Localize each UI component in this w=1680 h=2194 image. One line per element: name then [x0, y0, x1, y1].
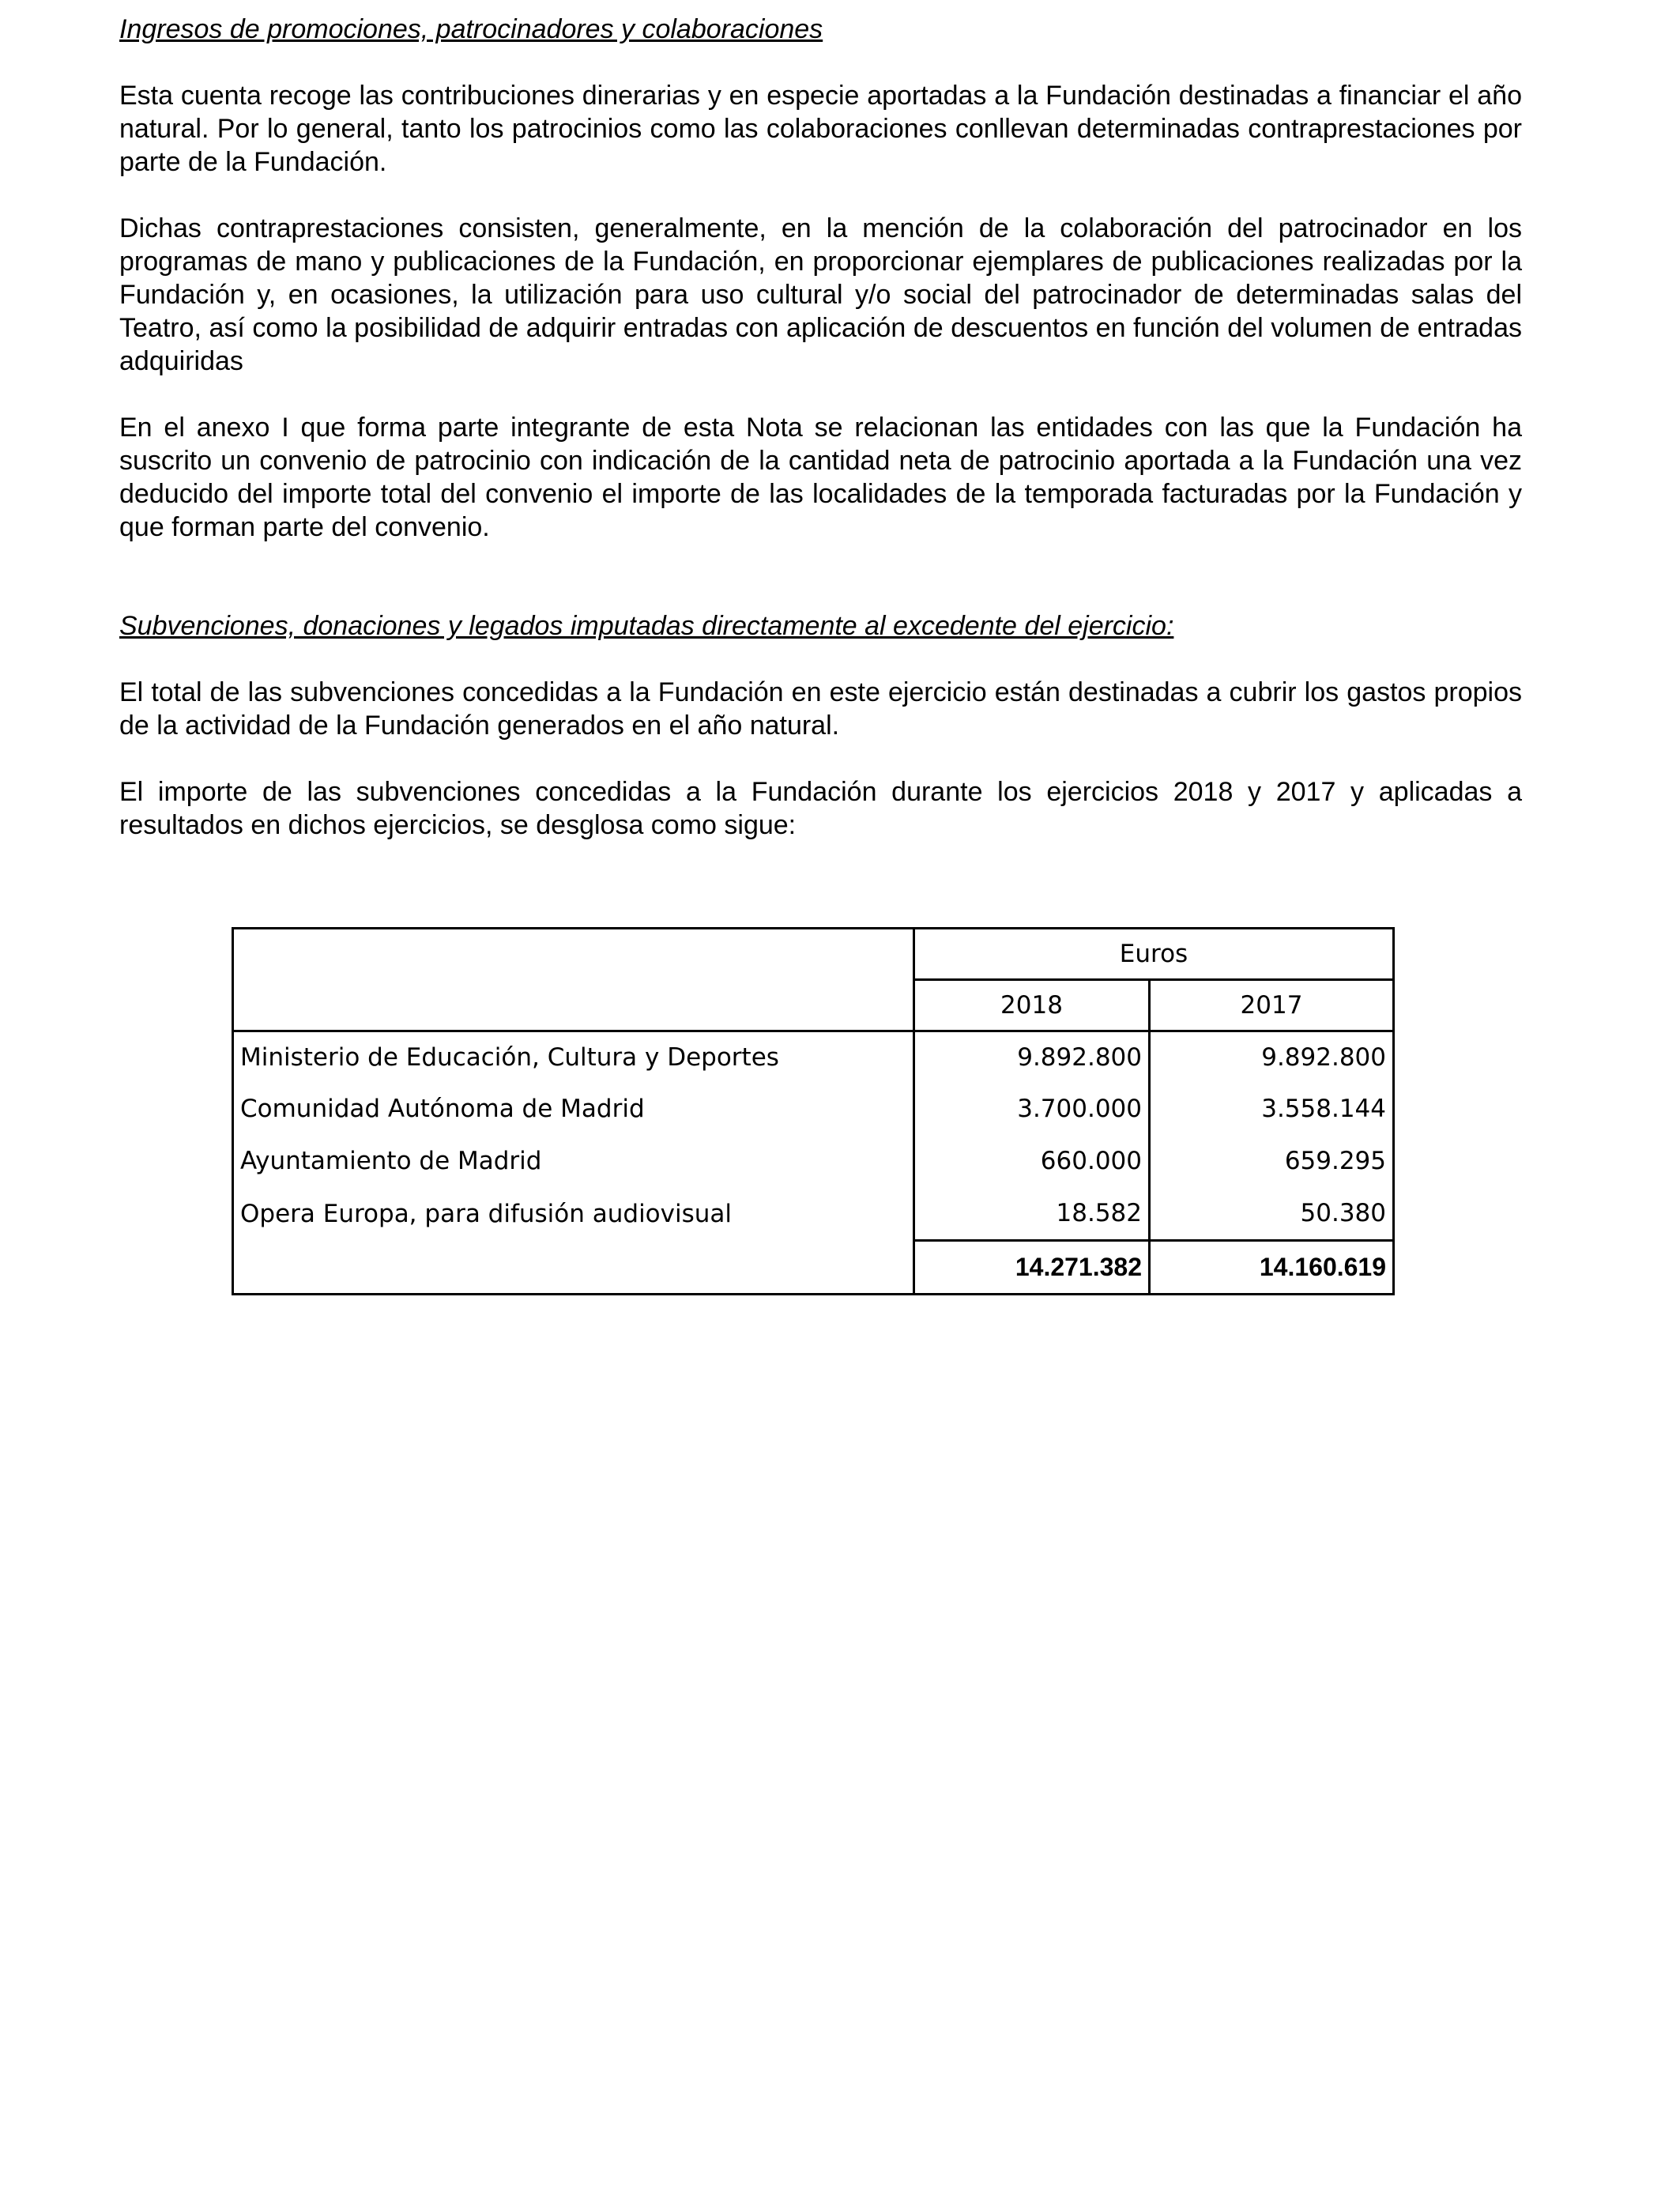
table-header-empty-cell: [233, 929, 914, 1031]
currency-header: Euros: [914, 929, 1394, 980]
table-row: [233, 1031, 1394, 1084]
row-label: Ministerio de Educación, Cultura y Deportes: [233, 1031, 914, 1084]
subsidies-table: [232, 927, 1395, 1295]
table-row: [233, 1083, 1394, 1135]
row-value-2018: 18.582: [914, 1187, 1150, 1241]
row-label: Comunidad Autónoma de Madrid: [233, 1083, 914, 1135]
row-value-2017: 9.892.800: [1150, 1031, 1394, 1084]
promo-heading: Ingresos de promociones, patrocinadores y colaboraciones: [119, 14, 823, 44]
table-header-row: [233, 929, 1394, 980]
row-value-2017: 659.295: [1150, 1135, 1394, 1187]
promo-paragraph-3: En el anexo I que forma parte integrante de esta Nota se relacionan las entidades con las que la Fundación ha suscrito un convenio de patrocinio con indicación de la cantidad neta de patrocinio aportada a la Fundación una vez deducido del importe total del convenio el importe de las localidades de la temporada facturadas por la Fundación y que forman parte del convenio.: [119, 413, 1522, 542]
subv-heading: Subvenciones, donaciones y legados imputadas directamente al excedente del ejercicio:: [119, 611, 1174, 641]
subv-paragraph-2: El importe de las subvenciones concedidas a la Fundación durante los ejercicios 2018 y 2017 y aplicadas a resultados en dichos ejercicios, se desglosa como sigue:: [119, 777, 1522, 840]
document-body: [119, 13, 1522, 842]
row-value-2018: 9.892.800: [914, 1031, 1150, 1084]
row-value-2017: 50.380: [1150, 1187, 1394, 1241]
row-value-2018: 660.000: [914, 1135, 1150, 1187]
year-header-2017: 2017: [1150, 980, 1394, 1031]
subsidies-table-container: [232, 927, 1392, 1295]
table-row: [233, 1187, 1394, 1241]
row-label: Ayuntamiento de Madrid: [233, 1135, 914, 1187]
total-value-2017: 14.160.619: [1150, 1241, 1394, 1295]
total-label-empty-cell: [233, 1241, 914, 1295]
total-value-2018: 14.271.382: [914, 1241, 1150, 1295]
year-header-2018: 2018: [914, 980, 1150, 1031]
row-value-2018: 3.700.000: [914, 1083, 1150, 1135]
promo-paragraph-1: Esta cuenta recoge las contribuciones dinerarias y en especie aportadas a la Fundación destinadas a financiar el año natural. Por lo general, tanto los patrocinios como las colaboraciones conllevan determinadas contraprestaciones por parte de la Fundación.: [119, 81, 1522, 177]
table-total-row: [233, 1241, 1394, 1295]
promo-paragraph-2: Dichas contraprestaciones consisten, generalmente, en la mención de la colaboración del patrocinador en los programas de mano y publicaciones de la Fundación, en proporcionar ejemplares de publicaciones realizadas por la Fundación y, en ocasiones, la utilización para uso cultural y/o social del patrocinador de determinadas salas del Teatro, así como la posibilidad de adquirir entradas con aplicación de descuentos en función del volumen de entradas adquiridas: [119, 213, 1522, 376]
table-row: [233, 1135, 1394, 1187]
row-label: Opera Europa, para difusión audiovisual: [233, 1187, 914, 1241]
subv-paragraph-1: El total de las subvenciones concedidas a la Fundación en este ejercicio están destinadas a cubrir los gastos propios de la actividad de la Fundación generados en el año natural.: [119, 677, 1522, 741]
row-value-2017: 3.558.144: [1150, 1083, 1394, 1135]
